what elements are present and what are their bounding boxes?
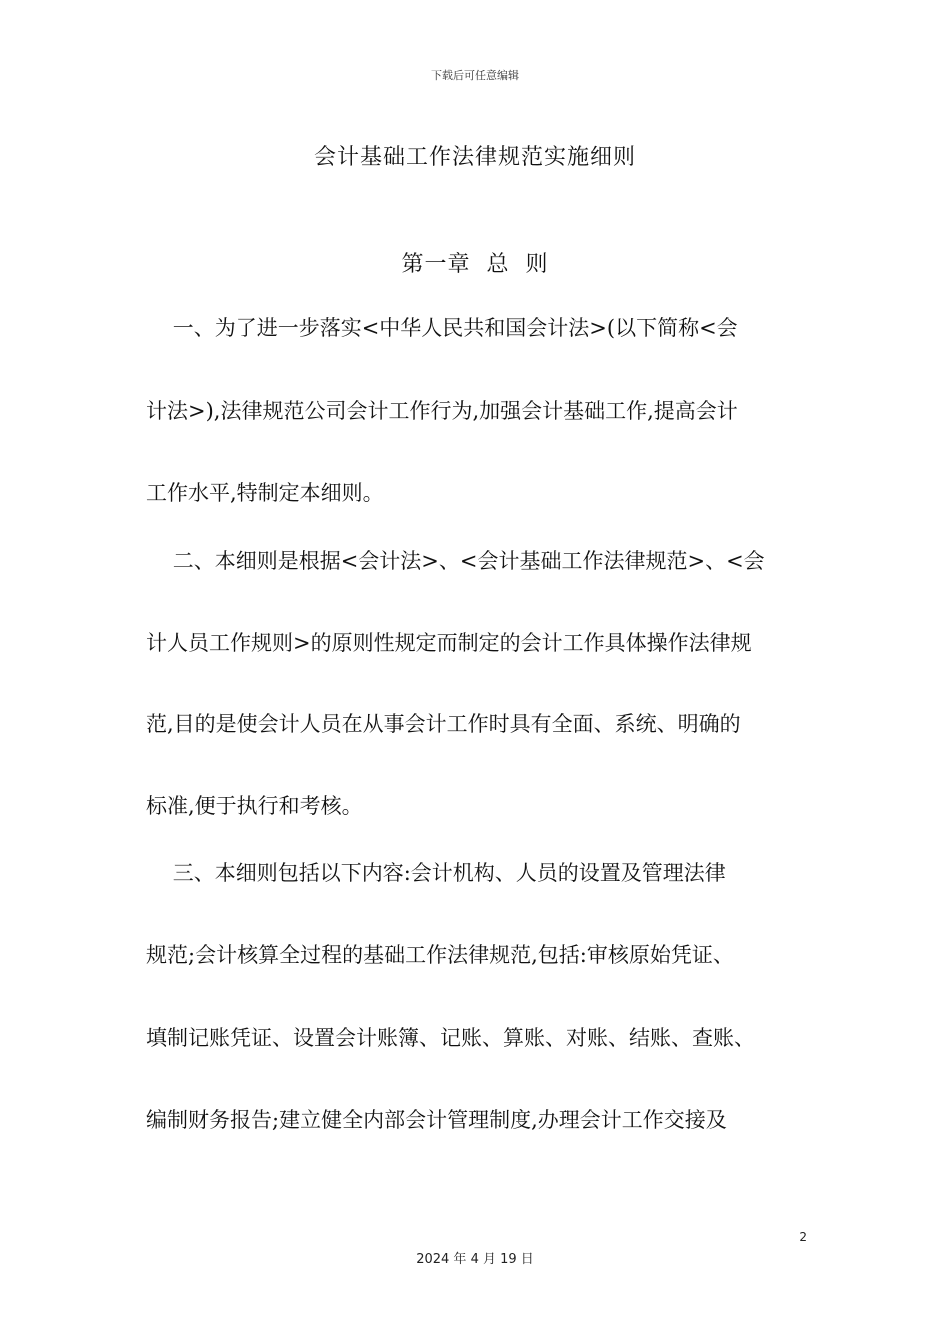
body-line: 三、本细则包括以下内容:会计机构、人员的设置及管理法律 <box>146 861 726 885</box>
body-line: 范,目的是使会计人员在从事会计工作时具有全面、系统、明确的 <box>146 712 741 736</box>
body-line: 规范;会计核算全过程的基础工作法律规范,包括:审核原始凭证、 <box>146 943 734 967</box>
document-title: 会计基础工作法律规范实施细则 <box>313 145 636 170</box>
body-line: 填制记账凭证、设置会计账簿、记账、算账、对账、结账、查账、 <box>146 1026 755 1050</box>
body-line: 编制财务报告;建立健全内部会计管理制度,办理会计工作交接及 <box>146 1108 727 1132</box>
footer-date: 2024 年 4 月 19 日 <box>416 1252 534 1267</box>
page-number: 2 <box>799 1230 807 1244</box>
body-line: 工作水平,特制定本细则。 <box>146 481 384 505</box>
chapter-title: 第一章 总 则 <box>401 252 549 277</box>
body-line: 标准,便于执行和考核。 <box>146 794 363 818</box>
body-line: 计人员工作规则>的原则性规定而制定的会计工作具体操作法律规 <box>146 631 752 655</box>
body-line: 计法>),法律规范公司会计工作行为,加强会计基础工作,提高会计 <box>146 399 738 423</box>
body-line: 二、本细则是根据<会计法>、<会计基础工作法律规范>、<会 <box>146 549 765 573</box>
body-line: 一、为了进一步落实<中华人民共和国会计法>(以下简称<会 <box>146 316 738 340</box>
header-note: 下载后可任意编辑 <box>431 69 519 82</box>
